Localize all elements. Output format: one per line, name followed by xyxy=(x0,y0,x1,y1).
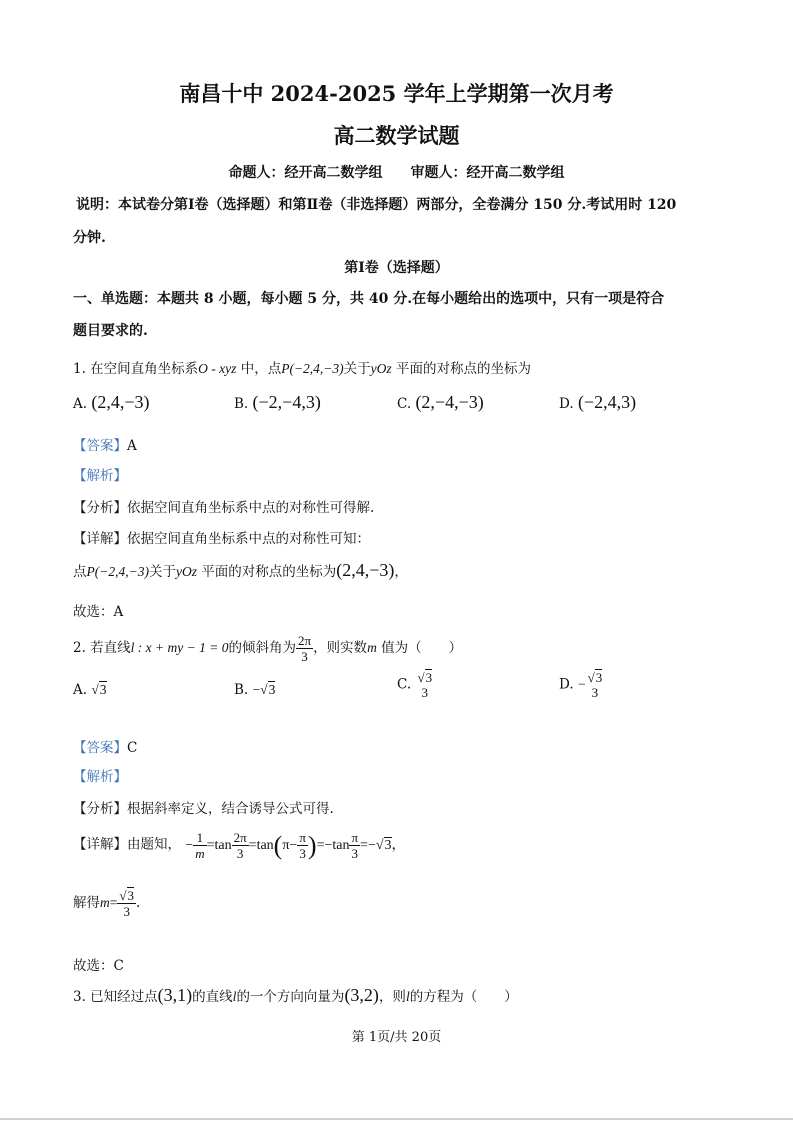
q2-angle-fraction: $\frac{2\pi}{3}$ xyxy=(297,633,312,664)
page-number: 第 1页/共 20页 xyxy=(351,1030,442,1045)
detail-pre: 由题知， xyxy=(127,836,181,853)
q2-fenxi xyxy=(73,797,334,817)
fenxi-tag: 【分析】 xyxy=(73,500,127,516)
q1-about: 关于 xyxy=(343,361,371,377)
fenxi-tag: 【分析】 xyxy=(73,801,127,817)
q2-analysis-tag: 【解析】 xyxy=(73,769,127,785)
detail2-plane: yOz xyxy=(175,564,197,579)
q1-choose: 故选：A xyxy=(73,604,124,620)
sqrt-fraction: √3 3 xyxy=(417,670,433,700)
q3-prefix: 3. 已知经过点 xyxy=(73,989,158,1005)
q1-analysis-tag: 【解析】 xyxy=(73,468,127,484)
q3-suffix: 的方程为（ ） xyxy=(409,989,518,1005)
detail-equation: − $\frac{1}{m}$ =tan $\frac{2\pi}{3}$ =tan(π− $\frac{\pi}{3}$ )=−tan $\frac{\pi}{3}$ =−√3， xyxy=(185,830,406,861)
q2-option-a[interactable] xyxy=(73,682,107,698)
q3-point: (3,1) xyxy=(157,985,193,1005)
solve-fraction: $\frac{√3}{3}$ xyxy=(119,888,135,919)
option-value: (2,4,−3) xyxy=(91,392,150,412)
question-3: 3. 已知经过点(3,1)的直线l的一个方向向量为(3,2)，则l的方程为（ ） xyxy=(73,985,518,1005)
q3-vector: (3,2) xyxy=(344,985,379,1005)
q1-answer xyxy=(73,434,137,454)
detail2-result: (2,4,−3) xyxy=(336,560,395,580)
question-1 xyxy=(73,357,531,377)
q2-suffix-1: ，则实数 xyxy=(313,640,368,656)
detail-text: 依据空间直角坐标系中点的对称性可知： xyxy=(127,531,370,547)
q1-prefix: 1. 在空间直角坐标系 xyxy=(73,361,199,377)
q1-option-b[interactable] xyxy=(234,392,321,413)
detail-tag: 【详解】 xyxy=(73,531,127,547)
sqrt-value: √3 xyxy=(260,682,276,697)
option-label: A. xyxy=(73,396,88,412)
section-instruction-2: 题目要求的. xyxy=(73,323,148,339)
detail2-pre: 点 xyxy=(73,564,87,580)
solve-pre: 解得 xyxy=(73,895,100,911)
detail2-mid: 平面的对称点的坐标为 xyxy=(201,564,337,580)
note-line-1: 说明：本试卷分第Ⅰ卷（选择题）和第Ⅱ卷（非选择题）两部分，全卷满分 150 分.考试用时 120 xyxy=(76,197,677,213)
q2-detail xyxy=(73,830,406,861)
question-2 xyxy=(73,633,462,664)
q1-point: P(−2,4,−3) xyxy=(281,361,344,376)
answer-value: C xyxy=(127,740,138,756)
q2-option-b[interactable]: B. −√3 xyxy=(234,682,276,698)
q3-mid-2: 的一个方向向量为 xyxy=(236,989,345,1005)
answer-tag: 【答案】 xyxy=(73,740,127,756)
q2-mid: 的倾斜角为 xyxy=(228,640,296,656)
exam-subtitle: 高二数学试题 xyxy=(333,123,460,148)
detail2-point: P(−2,4,−3) xyxy=(86,564,149,579)
q1-fenxi xyxy=(73,496,374,516)
fenxi-text: 依据空间直角坐标系中点的对称性可得解. xyxy=(127,500,375,516)
detail-tag: 【详解】 xyxy=(73,836,127,853)
q1-coord-system: O - xyz xyxy=(198,361,237,376)
q2-option-d[interactable]: D. − √3 3 xyxy=(559,670,603,700)
q1-option-d[interactable] xyxy=(559,392,636,413)
option-label: A. xyxy=(73,682,88,698)
q2-solve: 解得m= $\frac{√3}{3}$ . xyxy=(73,888,141,919)
q1-option-a[interactable] xyxy=(73,392,149,413)
q2-var: m xyxy=(367,640,377,655)
section-instruction-1: 一、单选题：本题共 8 小题，每小题 5 分，共 40 分.在每小题给出的选项中，只有一项是符合 xyxy=(73,291,665,307)
option-label: B. xyxy=(234,396,249,412)
detail2-about: 关于 xyxy=(148,564,176,580)
option-label: D. xyxy=(559,676,574,693)
volume-heading: 第Ⅰ卷（选择题） xyxy=(344,260,449,276)
option-label: B. xyxy=(234,682,249,698)
option-label: D. xyxy=(559,396,574,412)
q2-suffix-2: 值为（ ） xyxy=(381,640,463,656)
q1-detail xyxy=(73,527,370,547)
q1-suffix: 平面的对称点的坐标为 xyxy=(395,361,531,377)
option-label: C. xyxy=(397,396,412,412)
exam-title: 南昌十中 2024-2025 学年上学期第一次月考 xyxy=(179,81,614,106)
q1-option-c[interactable] xyxy=(397,392,484,413)
q3-mid-1: 的直线 xyxy=(192,989,233,1005)
q1-mid: 中，点 xyxy=(240,361,282,377)
note-line-2: 分钟. xyxy=(73,230,106,246)
q1-detail-2 xyxy=(73,560,408,581)
q3-mid-3: ，则 xyxy=(378,989,406,1005)
answer-tag: 【答案】 xyxy=(73,438,127,454)
fenxi-text: 根据斜率定义，结合诱导公式可得. xyxy=(127,801,334,817)
q2-answer xyxy=(73,736,137,756)
sqrt-value: √3 xyxy=(91,682,107,697)
bottom-divider xyxy=(0,1118,793,1120)
authors-line: 命题人：经开高二数学组 审题人：经开高二数学组 xyxy=(228,165,565,181)
option-value: (−2,4,3) xyxy=(577,392,637,412)
answer-value: A xyxy=(127,438,137,454)
q2-option-c[interactable] xyxy=(397,670,434,700)
q2-choose: 故选：C xyxy=(73,958,124,974)
sqrt-fraction: √3 3 xyxy=(587,670,603,700)
option-label: C. xyxy=(397,676,412,693)
detail2-end: ， xyxy=(394,564,408,580)
q1-plane: yOz xyxy=(370,361,392,376)
option-value: (−2,−4,3) xyxy=(252,392,321,412)
option-value: (2,−4,−3) xyxy=(415,392,484,412)
q2-line-eq: l : x + my − 1 = 0 xyxy=(130,640,229,655)
q2-prefix: 2. 若直线 xyxy=(73,640,131,656)
